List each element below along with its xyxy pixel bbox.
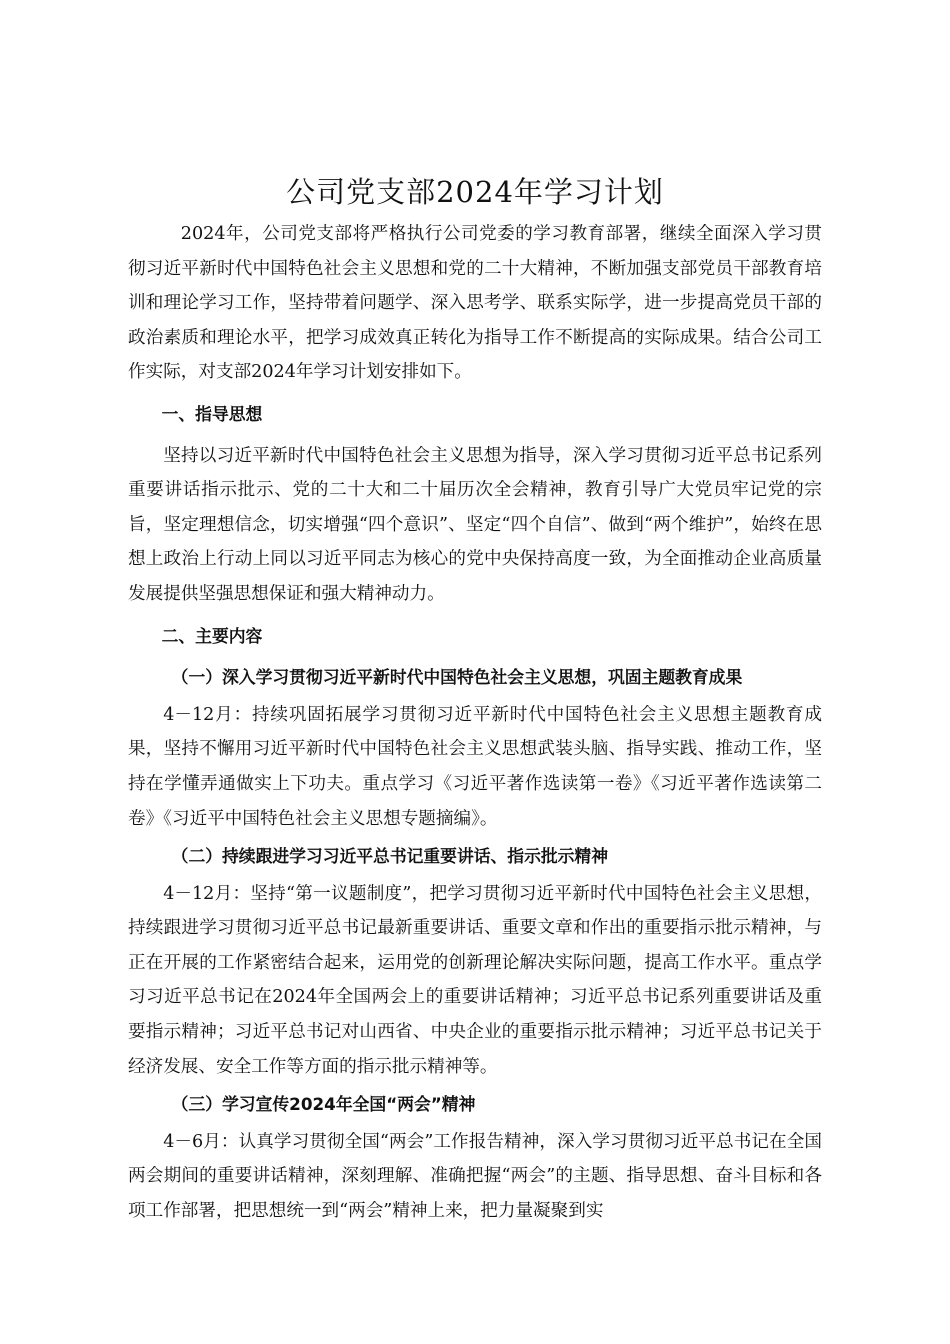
- subsection-heading-1: （一）深入学习贯彻习近平新时代中国特色社会主义思想，巩固主题教育成果: [171, 667, 743, 688]
- document-title: 公司党支部2024年学习计划: [286, 175, 664, 209]
- subsection-heading-2: （二）持续跟进学习习近平总书记重要讲话、指示批示精神: [171, 846, 608, 867]
- subsection-paragraph-3: 4－6月：认真学习贯彻全国“两会”工作报告精神，深入学习贯彻习近平总书记在全国两会期间的重要讲话精神，深刻理解、准确把握“两会”的主题、指导思想、奋斗目标和各项工作部署，把思想统一到“两会”精神上来，把力量凝聚到实: [128, 1131, 822, 1222]
- section-heading-main-content: 二、主要内容: [161, 625, 263, 646]
- subsection-paragraph-2: 4－12月：坚持“第一议题制度”，把学习贯彻习近平新时代中国特色社会主义思想，持续跟进学习贯彻习近平总书记最新重要讲话、重要文章和作出的重要指示批示精神，与正在开展的工作紧密结合起来，运用党的创新理论解决实际问题，提高工作水平。重点学习习近平总书记在2024年全国两会上的重要讲话精神；习近平总书记系列重要讲话及重要指示精神；习近平总书记对山西省、中央企业的重要指示批示精神；习近平总书记关于经济发展、安全工作等方面的指示批示精神等。: [128, 883, 822, 1077]
- subsection-heading-3: （三）学习宣传2024年全国“两会”精神: [171, 1094, 476, 1115]
- section-heading-guiding-thought: 一、指导思想: [161, 403, 263, 424]
- intro-paragraph: 2024年，公司党支部将严格执行公司党委的学习教育部署，继续全面深入学习贯彻习近平新时代中国特色社会主义思想和党的二十大精神，不断加强支部党员干部教育培训和理论学习工作，坚持带着问题学、深入思考学、联系实际学，进一步提高党员干部的政治素质和理论水平，把学习成效真正转化为指导工作不断提高的实际成果。结合公司工作实际，对支部2024年学习计划安排如下。: [128, 224, 822, 383]
- guiding-thought-paragraph: 坚持以习近平新时代中国特色社会主义思想为指导，深入学习贯彻习近平总书记系列重要讲话指示批示、党的二十大和二十届历次全会精神，教育引导广大党员牢记党的宗旨，坚定理想信念，切实增强“四个意识”、坚定“四个自信”、做到“两个维护”，始终在思想上政治上行动上同以习近平同志为核心的党中央保持高度一致，为全面推动企业高质量发展提供坚强思想保证和强大精神动力。: [128, 445, 822, 604]
- document-page: [128, 170, 822, 1229]
- subsection-paragraph-1: 4－12月：持续巩固拓展学习贯彻习近平新时代中国特色社会主义思想主题教育成果，坚持不懈用习近平新时代中国特色社会主义思想武装头脑、指导实践、推动工作，坚持在学懂弄通做实上下功夫。重点学习《习近平著作选读第一卷》《习近平著作选读第二卷》《习近平中国特色社会主义思想专题摘编》。: [128, 704, 822, 829]
